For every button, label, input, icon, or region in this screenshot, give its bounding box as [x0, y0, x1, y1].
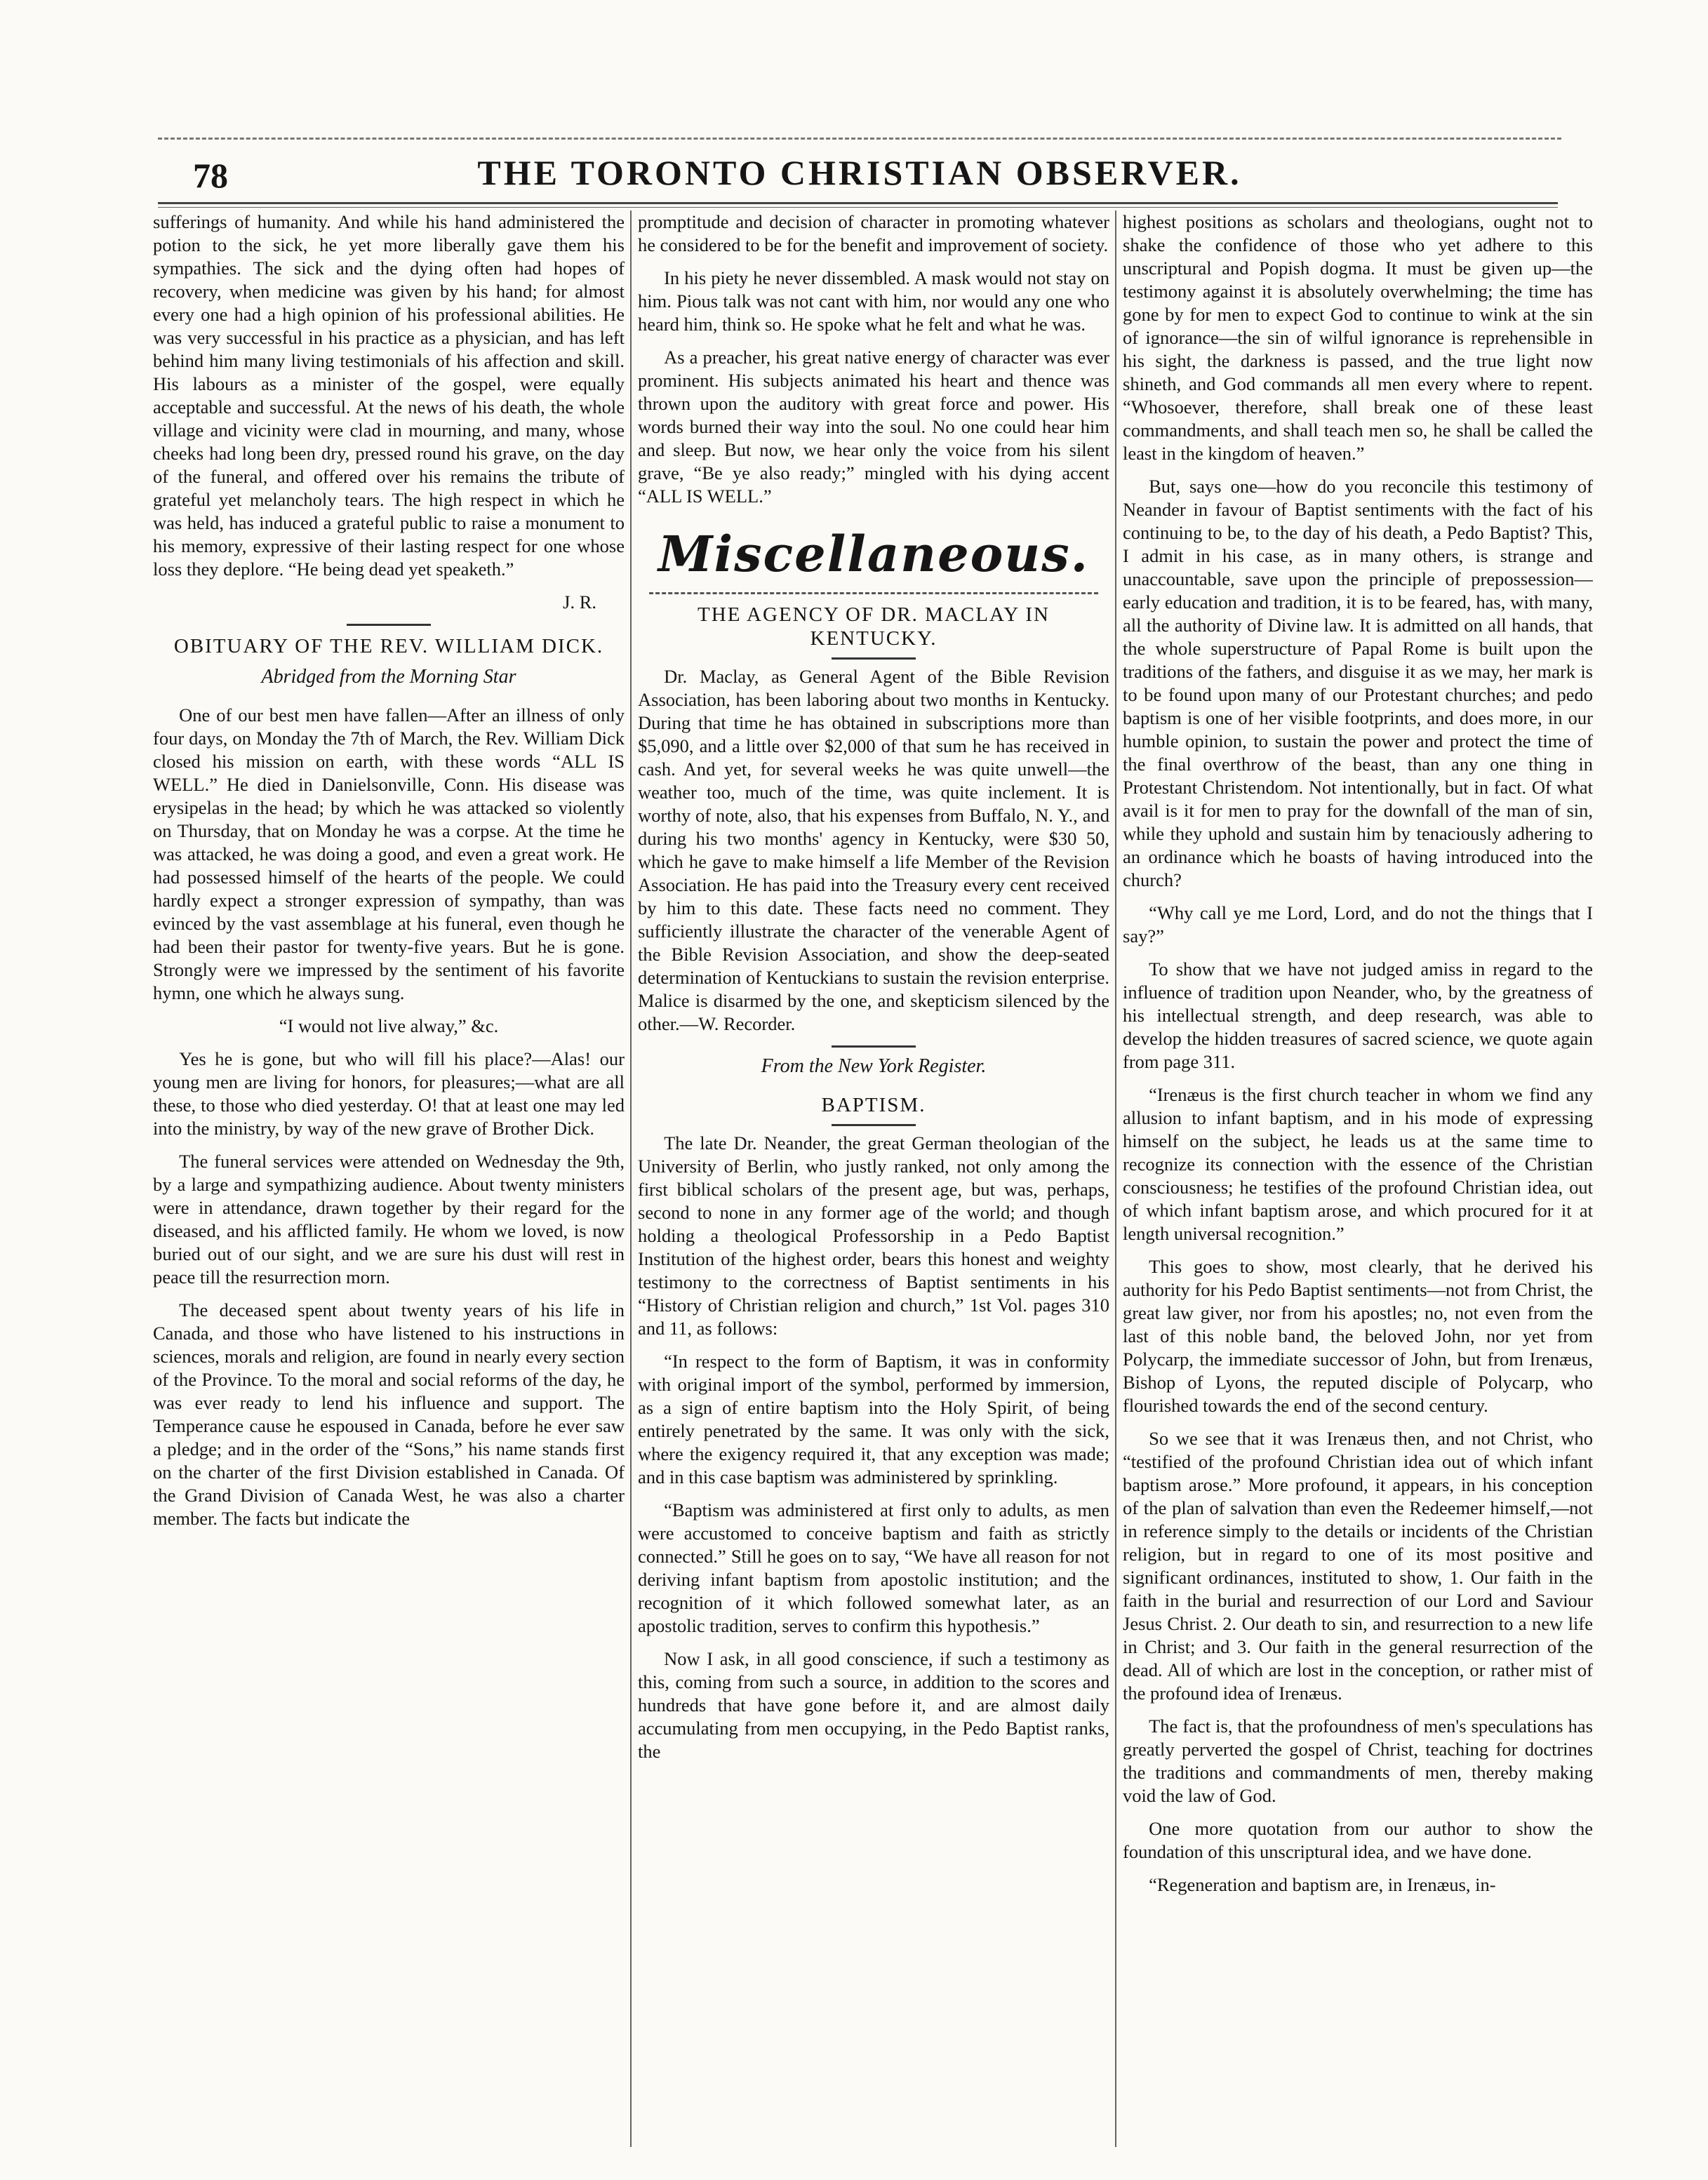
top-decorative-rule: [158, 138, 1561, 144]
column-2: [638, 210, 1109, 2161]
article-paragraph: Now I ask, in all good conscience, if such a testimony as this, coming from such a source, in addition to the scores and hundreds that have gone before it, and are almost daily accumulating from men occupying, in the Pedo Baptist ranks, the: [638, 1648, 1109, 1762]
column-1: [153, 210, 625, 2161]
obituary-source: Abridged from the Morning Star: [261, 666, 516, 688]
scripture-quote: “Why call ye me Lord, Lord, and do not the things that I say?”: [1123, 902, 1593, 947]
article-paragraph: As a preacher, his great native energy of character was ever prominent. His subjects animated his heart and thence was thrown upon the auditory with great force and power. His words burned their way into the soul. No one could hear him and sleep. But now, we hear only the voice from his silent grave, “Be ye also ready;” mingled with his dying accent “ALL IS WELL.”: [638, 347, 1109, 507]
article-paragraph: The late Dr. Neander, the great German theologian of the University of Berlin, who justly ranked, not only among the first biblical scholars of the present age, but was, perhaps, second to none in any former age of the world; and though holding a theological Professorship in a Pedo Baptist Institution of the highest order, bears this honest and weighty testimony to the correctness of Baptist sentiments in his “History of Christian religion and church,” 1st Vol. pages 310 and 11, as follows:: [638, 1132, 1109, 1339]
section-divider: [649, 592, 1098, 594]
column-3: [1123, 210, 1593, 2161]
article-paragraph: This goes to show, most clearly, that he derived his authority for his Pedo Baptist sentiments—not from Christ, the great law giver, nor from his apostles; no, not even from the last of this noble band, the beloved John, nor yet from Polycarp, the immediate successor of John, but from Irenæus, Bishop of Lyons, the reputed disciple of Polycarp, who flourished towards the end of the second century.: [1123, 1256, 1593, 1416]
baptism-title: BAPTISM.: [821, 1094, 926, 1116]
quoted-paragraph: “In respect to the form of Baptism, it was in conformity with original import of the symbol, performed by immersion, as a sign of entire baptism into the Holy Spirit, of being entirely penetrated by the same. It was only with the sick, where the exigency required it, that any exception was made; and in this case baptism was administered by sprinkling.: [638, 1351, 1109, 1487]
hymn-quote: “I would not live alway,” &c.: [279, 1015, 499, 1036]
author-signature: J. R.: [563, 591, 596, 613]
article-paragraph: The funeral services were attended on Wednesday the 9th, by a large and sympathizing audience. About twenty ministers were in attendance, drawn together by their regard for the diseased, and his afflicted family. He whom we loved, is now buried out of our sight, and we are sure his dust will rest in peace till the resurrection morn.: [153, 1151, 625, 1288]
section-divider: [347, 624, 431, 626]
page-number: 78: [193, 156, 228, 195]
section-divider: [832, 1124, 916, 1126]
article-paragraph: But, says one—how do you reconcile this testimony of Neander in favour of Baptist sentiments with the fact of his continuing to be, to the day of his death, a Pedo Baptist? This, I admit in his case, as in many others, is strange and unaccountable, save upon the principle of prepossession—early education and tradition, it is to be feared, has, with many, all the authority of Divine law. It is admitted on all hands, that the whole superstructure of Papal Rome is built upon the traditions of the fathers, and disguise it as we may, her mark is to be found upon many of our Protestant churches; and pedo baptism is one of her visible footprints, and does more, in our humble opinion, to sustain the power and protect the time of the final overthrow of the beast, than any one thing in Protestant Christendom. Not intentionally, but in fact. Of what avail is it for men to pray for the downfall of the man of sin, while they uphold and sustain him by tenaciously adhering to an ordinance which he boasts of having introduced into the church?: [1123, 476, 1593, 890]
article-paragraph: promptitude and decision of character in promoting whatever he considered to be for the benefit and improvement of society.: [638, 211, 1109, 255]
section-divider: [832, 657, 916, 660]
quoted-paragraph: “Irenæus is the first church teacher in whom we find any allusion to infant baptism, and in his mode of expressing himself on the subject, he leads us at the same time to recognize its connection with the essence of the Christian consciousness; he testifies of the profound Christian idea, out of which infant baptism arose, and which procured for it at length universal recognition.”: [1123, 1084, 1593, 1244]
article-paragraph: sufferings of humanity. And while his hand administered the potion to the sick, he yet more liberally gave them his sympathies. The sick and the dying often had hopes of recovery, when medicine was given by his hand; for almost every one had a high opinion of his professional abilities. He was very successful in his practice as a physician, and has left behind him many living testimonials of his affection and skill. His labours as a minister of the gospel, were equally acceptable and successful. At the news of his death, the whole village and vicinity were clad in mourning, and many, whose cheeks had long been dry, pressed round his grave, on the day of the funeral, and offered over his remains the tribute of grateful yet melancholy tears. The high respect in which he was held, has induced a grateful public to raise a monument to his memory, expressive of their lasting respect for one whose loss they deplore. “He being dead yet speaketh.”: [153, 211, 625, 580]
masthead: [161, 151, 1558, 200]
obituary-title: OBITUARY OF THE REV. WILLIAM DICK.: [173, 635, 604, 657]
article-paragraph: highest positions as scholars and theologians, ought not to shake the confidence of those who yet adhere to this unscriptural and Popish dogma. It must be given up—the testimony against it is absolutely overwhelming; the time has gone by for men to expect God to continue to wink at the sin of ignorance—the sin of wilful ignorance is reprehensible in his sight, the darkness is passed, and the true light now shineth, and God commands all men every where to repent. “Whosoever, therefore, shall break one of these least commandments, and shall teach men so, he shall be called the least in the kingdom of heaven.”: [1123, 211, 1593, 464]
article-paragraph: Dr. Maclay, as General Agent of the Bible Revision Association, has been laboring about two months in Kentucky. During that time he has obtained in subscriptions more than $5,090, and a little over $2,000 of that sum he has received in cash. And yet, for several weeks he was quite unwell—the weather too, much of the time, was quite inclement. It is worthy of note, also, that his expenses from Buffalo, N. Y., and during his two months' agency in Kentucky, were $30 50, which he gave to make himself a life Member of the Revision Association. He has paid into the Treasury every cent received by him to this date. These facts need no comment. They sufficiently illustrate the character of the venerable Agent of the Bible Revision Association, and show the deep-seated determination of Kentuckians to sustain the revision enterprise. Malice is disarmed by the one, and skepticism silenced by the other.—W. Recorder.: [638, 666, 1109, 1034]
article-paragraph: The deceased spent about twenty years of his life in Canada, and those who have listened to his instructions in sciences, morals and religion, are found in nearly every section of the Province. To the moral and social reforms of the day, he was ever ready to lend his influence and support. The Temperance cause he espoused in Canada, before he ever saw a pledge; and in the order of the “Sons,” his name stands first on the charter of the first Division established in Canada. Of the Grand Division of Canada West, he was also a charter member. The facts but indicate the: [153, 1299, 625, 1529]
quoted-paragraph: “Baptism was administered at first only to adults, as men were accustomed to conceive baptism and faith as strictly connected.” Still he goes on to say, “We have all reason for not deriving infant baptism from apostolic institution; and the recognition of it which followed somewhat later, as an apostolic tradition, serves to confirm this hypothesis.”: [638, 1499, 1109, 1636]
column-divider: [630, 210, 632, 2147]
agency-article-title: THE AGENCY OF DR. MACLAY IN KENTUCKY.: [698, 603, 1050, 650]
article-paragraph: One of our best men have fallen—After an illness of only four days, on Monday the 7th of March, the Rev. William Dick closed his mission on earth, with these words “ALL IS WELL.” He died in Danielsonville, Conn. His disease was erysipelas in the head; by which he was attacked so violently on Thursday, that on Monday he was a corpse. At the time he was attacked, he was doing a good, and even a great work. He had possessed himself of the hearts of the people. We could hardly expect a stronger expression of sympathy, than was evinced by the vast assemblage at his funeral, even though he had been their pastor for twenty-five years. But he is gone. Strongly were we impressed by the sentiment of his favorite hymn, one which he always sung.: [153, 704, 625, 1003]
quoted-paragraph: “Regeneration and baptism are, in Irenæus, in-: [1149, 1874, 1496, 1895]
article-paragraph: So we see that it was Irenæus then, and not Christ, who “testified of the profound Christian idea out of which infant baptism arose.” More profound, it appears, in his conception of the plan of salvation than even the Redeemer himself,—not in reference simply to the details or incidents of the Christian religion, but in regard to one of its most positive and significant ordinances, instituted to show, 1. Our faith in the faith in the burial and resurrection of our Lord and Saviour Jesus Christ. 2. Our death to sin, and resurrection to a new life in Christ; and 3. Our faith in the general resurrection of the dead. All of which are lost in the conception, or rather mist of the profound idea of Irenæus.: [1123, 1428, 1593, 1704]
newspaper-title: THE TORONTO CHRISTIAN OBSERVER.: [477, 153, 1242, 192]
section-divider: [832, 1045, 916, 1048]
column-divider: [1115, 210, 1116, 2147]
article-paragraph: The fact is, that the profoundness of men's speculations has greatly perverted the gospel of Christ, teaching for doctrines the traditions and commandments of men, thereby making void the law of God.: [1123, 1716, 1593, 1806]
masthead-rule: [158, 202, 1558, 208]
article-paragraph: To show that we have not judged amiss in regard to the influence of tradition upon Neander, who, by the greatness of his intellectual strength, and deep research, was able to develop the hidden treasures of sacred science, we quote again from page 311.: [1123, 958, 1593, 1072]
miscellaneous-heading: Miscellaneous.: [658, 525, 1089, 583]
article-paragraph: Yes he is gone, but who will fill his place?—Alas! our young men are living for honors, for pleasures;—what are all these, to those who died yesterday. O! that at least one may led into the ministry, by way of the new grave of Brother Dick.: [153, 1048, 625, 1139]
article-paragraph: One more quotation from our author to show the foundation of this unscriptural idea, and we have done.: [1123, 1818, 1593, 1862]
article-paragraph: In his piety he never dissembled. A mask would not stay on him. Pious talk was not cant with him, nor would any one who heard him, think so. He spoke what he felt and what he was.: [638, 267, 1109, 335]
baptism-source: From the New York Register.: [761, 1055, 987, 1077]
